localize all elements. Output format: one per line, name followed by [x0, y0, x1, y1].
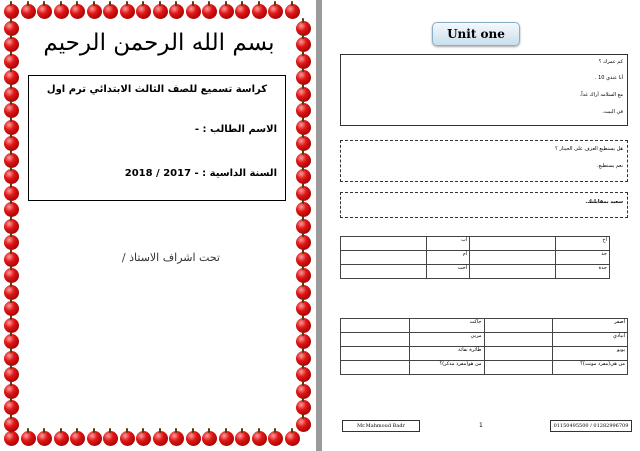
table-row: [341, 237, 610, 251]
basmala-heading: بسم الله الرحمن الرحيم: [43, 30, 275, 56]
apple-icon: [37, 4, 52, 19]
apple-icon: [120, 4, 135, 19]
apple-icon: [37, 431, 52, 446]
table-cell: [341, 237, 427, 251]
apple-icon: [169, 4, 184, 19]
table-cell: [484, 347, 553, 361]
apple-icon: [285, 4, 300, 19]
table-cell: [470, 251, 556, 265]
footer-teacher-name: Mr.Mahmoud Badr: [342, 420, 420, 432]
table-cell: اخ: [556, 237, 610, 251]
apple-icon: [252, 431, 267, 446]
table-cell: [341, 251, 427, 265]
table-cell: [341, 319, 410, 333]
apple-icon: [235, 4, 250, 19]
apple-icon: [136, 431, 151, 446]
apple-icon: [21, 4, 36, 19]
apple-icon: [169, 431, 184, 446]
table-cell: أم: [427, 251, 470, 265]
apple-icon: [296, 301, 311, 316]
cover-info-box: [28, 75, 286, 201]
vocab-table-2: [340, 318, 628, 375]
apple-icon: [296, 169, 311, 184]
apple-icon: [268, 4, 283, 19]
table-cell: [470, 237, 556, 251]
table-row: [341, 333, 628, 347]
apple-icon: [4, 268, 19, 283]
table-cell: من هو(مفرد مذكر)؟: [409, 361, 484, 375]
table-cell: طائرة نفاثة: [409, 347, 484, 361]
apple-icon: [186, 4, 201, 19]
apple-icon: [4, 417, 19, 432]
apple-icon: [4, 103, 19, 118]
table-row: [341, 251, 610, 265]
table-row: [341, 319, 628, 333]
apple-icon: [202, 431, 217, 446]
apple-icon: [296, 103, 311, 118]
student-name-line: الاسم الطالب : -: [194, 124, 277, 135]
apple-icon: [219, 4, 234, 19]
supervision-line: تحت اشراف الاستاذ /: [121, 251, 220, 264]
dialogue-line: هل يستطيع العزف على الجيتار ؟: [555, 146, 623, 152]
table-cell: مربي: [409, 333, 484, 347]
booklet-title: كراسة تسميع للصف الثالث الابتدائي ترم اول: [46, 84, 268, 95]
apple-icon: [296, 136, 311, 151]
apple-icon: [202, 4, 217, 19]
dialogue-line: سعيد بمقابلتك.: [585, 199, 623, 205]
apple-icon: [70, 431, 85, 446]
apple-icon: [70, 4, 85, 19]
apple-icon: [4, 37, 19, 52]
dialogue-line: كم عمرك ؟: [598, 59, 623, 65]
apple-icon: [235, 431, 250, 446]
apple-icon: [153, 4, 168, 19]
dialogue-box-3: [340, 192, 628, 218]
dialogue-line: أنا عندي 10 .: [594, 75, 623, 81]
table-row: [341, 361, 628, 375]
apple-icon: [4, 169, 19, 184]
table-cell: أنيادي: [553, 333, 628, 347]
apple-icon: [4, 367, 19, 382]
table-cell: جاكت: [409, 319, 484, 333]
apple-icon: [296, 367, 311, 382]
dialogue-line: نعم يستطيع.: [597, 163, 623, 169]
table-cell: [484, 333, 553, 347]
table-cell: جد: [556, 251, 610, 265]
apple-icon: [296, 202, 311, 217]
apple-icon: [87, 431, 102, 446]
table-cell: [341, 347, 410, 361]
unit-title: Unit one: [432, 22, 520, 46]
apple-icon: [219, 431, 234, 446]
page-number: 1: [479, 422, 483, 429]
table-row: [341, 265, 610, 279]
table-cell: من هي(مفرد مونث)؟: [553, 361, 628, 375]
dialogue-box-1: [340, 54, 628, 126]
apple-icon: [296, 417, 311, 432]
apple-icon: [252, 4, 267, 19]
apple-icon: [103, 431, 118, 446]
cover-page: [0, 0, 316, 451]
table-cell: جدة: [556, 265, 610, 279]
apple-icon: [186, 431, 201, 446]
family-vocab-table: [340, 236, 610, 279]
apple-icon: [153, 431, 168, 446]
table-cell: [341, 265, 427, 279]
apple-icon: [87, 4, 102, 19]
apple-icon: [4, 235, 19, 250]
apple-icon: [296, 37, 311, 52]
table-cell: [484, 319, 553, 333]
apple-icon: [21, 431, 36, 446]
table-cell: [341, 361, 410, 375]
table-cell: أخت: [427, 265, 470, 279]
apple-icon: [54, 4, 69, 19]
table-cell: [341, 333, 410, 347]
apple-icon: [136, 4, 151, 19]
table-cell: [470, 265, 556, 279]
table-row: [341, 347, 628, 361]
apple-icon: [4, 334, 19, 349]
apple-icon: [4, 431, 19, 446]
apple-icon: [296, 70, 311, 85]
apple-icon: [296, 400, 311, 415]
table-cell: يويو: [553, 347, 628, 361]
apple-icon: [4, 4, 19, 19]
footer-phone-numbers: 01150495500 / 01282996709: [550, 420, 632, 432]
apple-icon: [268, 431, 283, 446]
apple-icon: [296, 268, 311, 283]
apple-icon: [4, 70, 19, 85]
apple-icon: [296, 235, 311, 250]
apple-icon: [4, 202, 19, 217]
table-cell: [484, 361, 553, 375]
apple-icon: [4, 136, 19, 151]
apple-icon: [54, 431, 69, 446]
school-year-line: السنة الداسية : - 2017 / 2018: [124, 168, 277, 179]
dialogue-line: مع السلامه أراك غداً.: [579, 92, 623, 98]
apple-icon: [103, 4, 118, 19]
apple-icon: [120, 431, 135, 446]
apple-icon: [4, 301, 19, 316]
table-cell: أب: [427, 237, 470, 251]
apple-icon: [4, 400, 19, 415]
dialogue-box-2: [340, 140, 628, 182]
apple-icon: [296, 334, 311, 349]
table-cell: أصفر: [553, 319, 628, 333]
dialogue-line: في البيت.: [602, 109, 623, 115]
worksheet-page: [322, 0, 640, 451]
apple-icon: [285, 431, 300, 446]
